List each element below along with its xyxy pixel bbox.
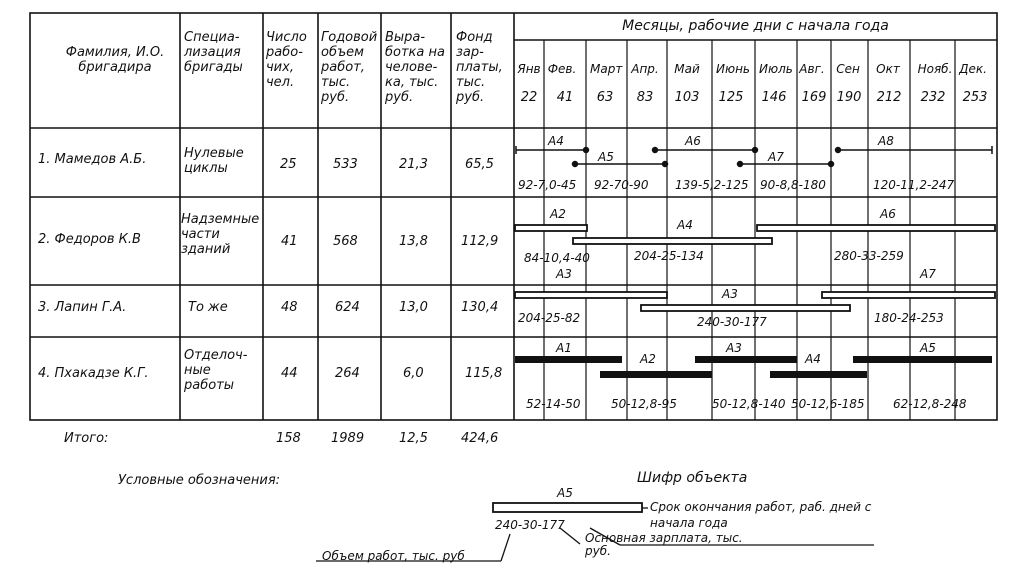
month-sep: Сен — [836, 62, 860, 76]
row3-name: 3. Лапин Г.А. — [38, 300, 127, 315]
row4-code-a4: А4 — [805, 352, 821, 366]
row2-volume: 568 — [333, 234, 358, 249]
row3-volume: 624 — [335, 300, 360, 315]
row1-value-3: 139-5,2-125 — [675, 178, 749, 192]
row4-name: 4. Пхакадзе К.Г. — [38, 366, 149, 381]
days-jan: 22 — [520, 90, 538, 105]
row3-output: 13,0 — [399, 300, 428, 315]
totals-label: Итого: — [64, 431, 109, 446]
legend-volume-label: Объем работ, тыс. руб — [322, 549, 465, 563]
month-apr: Апр. — [631, 62, 659, 76]
row1-name: 1. Мамедов А.Б. — [38, 152, 147, 167]
row1-volume: 533 — [333, 157, 358, 172]
row1-code-a8: А8 — [878, 134, 894, 148]
row4-value-1: 52-14-50 — [526, 397, 581, 411]
row4-workers: 44 — [281, 366, 298, 381]
totals-fund: 424,6 — [461, 431, 499, 446]
row4-code-a5: А5 — [920, 341, 936, 355]
row2-spec: Надземные части зданий — [181, 212, 260, 257]
totals-output: 12,5 — [399, 431, 428, 446]
header-months-title: Месяцы, рабочие дни с начала года — [622, 18, 889, 34]
row1-value-1: 92-7,0-45 — [518, 178, 577, 192]
row1-code-a6: А6 — [685, 134, 701, 148]
row3-value-2: 240-30-177 — [697, 315, 767, 329]
days-mar: 63 — [596, 90, 614, 105]
row2-value-2: 204-25-134 — [634, 249, 704, 263]
row1-value-5: 120-11,2-247 — [873, 178, 955, 192]
row2-code-a2: А2 — [550, 207, 566, 221]
legend-code: А5 — [557, 486, 573, 500]
row3-fund: 130,4 — [461, 300, 499, 315]
legend-title: Условные обозначения: — [118, 473, 281, 488]
days-jul: 146 — [761, 90, 787, 105]
legend-end-label: Срок окончания работ, раб. дней с начала года — [650, 500, 872, 530]
legend-object-code-title: Шифр объекта — [637, 470, 748, 486]
row3-value-3: 180-24-253 — [874, 311, 944, 325]
row1-output: 21,3 — [399, 157, 428, 172]
row4-spec: Отделоч-ные работы — [184, 348, 248, 393]
month-mar: Март — [590, 62, 623, 76]
month-jan: Янв — [517, 62, 541, 76]
row1-code-a7: А7 — [768, 150, 784, 164]
row1-workers: 25 — [280, 157, 297, 172]
days-apr: 83 — [636, 90, 654, 105]
legend-salary-label: Основная зарплата, тыс. руб. — [585, 531, 743, 558]
month-dec: Дек. — [959, 62, 987, 76]
header-workers: Число рабо-чих, чел. — [266, 30, 307, 90]
row1-spec: Нулевые циклы — [184, 146, 244, 176]
row2-workers: 41 — [281, 234, 298, 249]
days-jun: 125 — [718, 90, 744, 105]
days-aug: 169 — [801, 90, 827, 105]
row2-output: 13,8 — [399, 234, 428, 249]
row4-output: 6,0 — [403, 366, 424, 381]
days-dec: 253 — [962, 90, 988, 105]
row1-code-a4: А4 — [548, 134, 564, 148]
month-may: Май — [674, 62, 700, 76]
row2-code-a6: А6 — [880, 207, 896, 221]
header-specialization: Специа-лизация бригады — [184, 30, 243, 75]
row3-workers: 48 — [281, 300, 298, 315]
header-name: Фамилия, И.О. бригадира — [65, 45, 165, 75]
row4-value-3: 50-12,8-140 — [712, 397, 786, 411]
row2-code-a3: А3 — [556, 267, 572, 281]
days-oct: 212 — [876, 90, 902, 105]
row2-value-1: 84-10,4-40 — [524, 251, 590, 265]
month-jun: Июнь — [716, 62, 750, 76]
row3-value-1: 204-25-82 — [518, 311, 581, 325]
row4-volume: 264 — [335, 366, 360, 381]
days-sep: 190 — [836, 90, 862, 105]
row4-code-a3: А3 — [726, 341, 742, 355]
legend-value: 240-30-177 — [495, 518, 565, 532]
row1-fund: 65,5 — [465, 157, 494, 172]
month-feb: Фев. — [547, 62, 577, 76]
totals-volume: 1989 — [331, 431, 365, 446]
row4-code-a2: А2 — [640, 352, 656, 366]
month-nov: Нояб. — [917, 62, 953, 76]
days-may: 103 — [674, 90, 700, 105]
row3-spec: То же — [188, 300, 228, 315]
month-jul: Июль — [759, 62, 793, 76]
row3-code-a3: А3 — [722, 287, 738, 301]
month-oct: Окт — [876, 62, 900, 76]
days-nov: 232 — [920, 90, 946, 105]
row2-code-a4: А4 — [677, 218, 693, 232]
row1-value-4: 90-8,8-180 — [760, 178, 826, 192]
month-aug: Авг. — [799, 62, 825, 76]
days-feb: 41 — [556, 90, 574, 105]
row4-value-4: 50-12,6-185 — [791, 397, 865, 411]
header-fund: Фонд зар-платы, тыс. руб. — [456, 30, 503, 105]
row2-code-a7: А7 — [920, 267, 936, 281]
row1-code-a5: А5 — [598, 150, 614, 164]
header-output: Выра-ботка на челове-ка, тыс. руб. — [385, 30, 445, 105]
row2-fund: 112,9 — [461, 234, 499, 249]
row4-fund: 115,8 — [465, 366, 503, 381]
row4-value-5: 62-12,8-248 — [893, 397, 967, 411]
header-volume: Годовой объем работ, тыс. руб. — [321, 30, 378, 105]
row2-name: 2. Федоров К.В — [38, 232, 141, 247]
row4-code-a1: А1 — [556, 341, 572, 355]
row2-value-3: 280-33-259 — [834, 249, 904, 263]
totals-workers: 158 — [276, 431, 301, 446]
row4-value-2: 50-12,8-95 — [611, 397, 677, 411]
row1-value-2: 92-70-90 — [594, 178, 649, 192]
